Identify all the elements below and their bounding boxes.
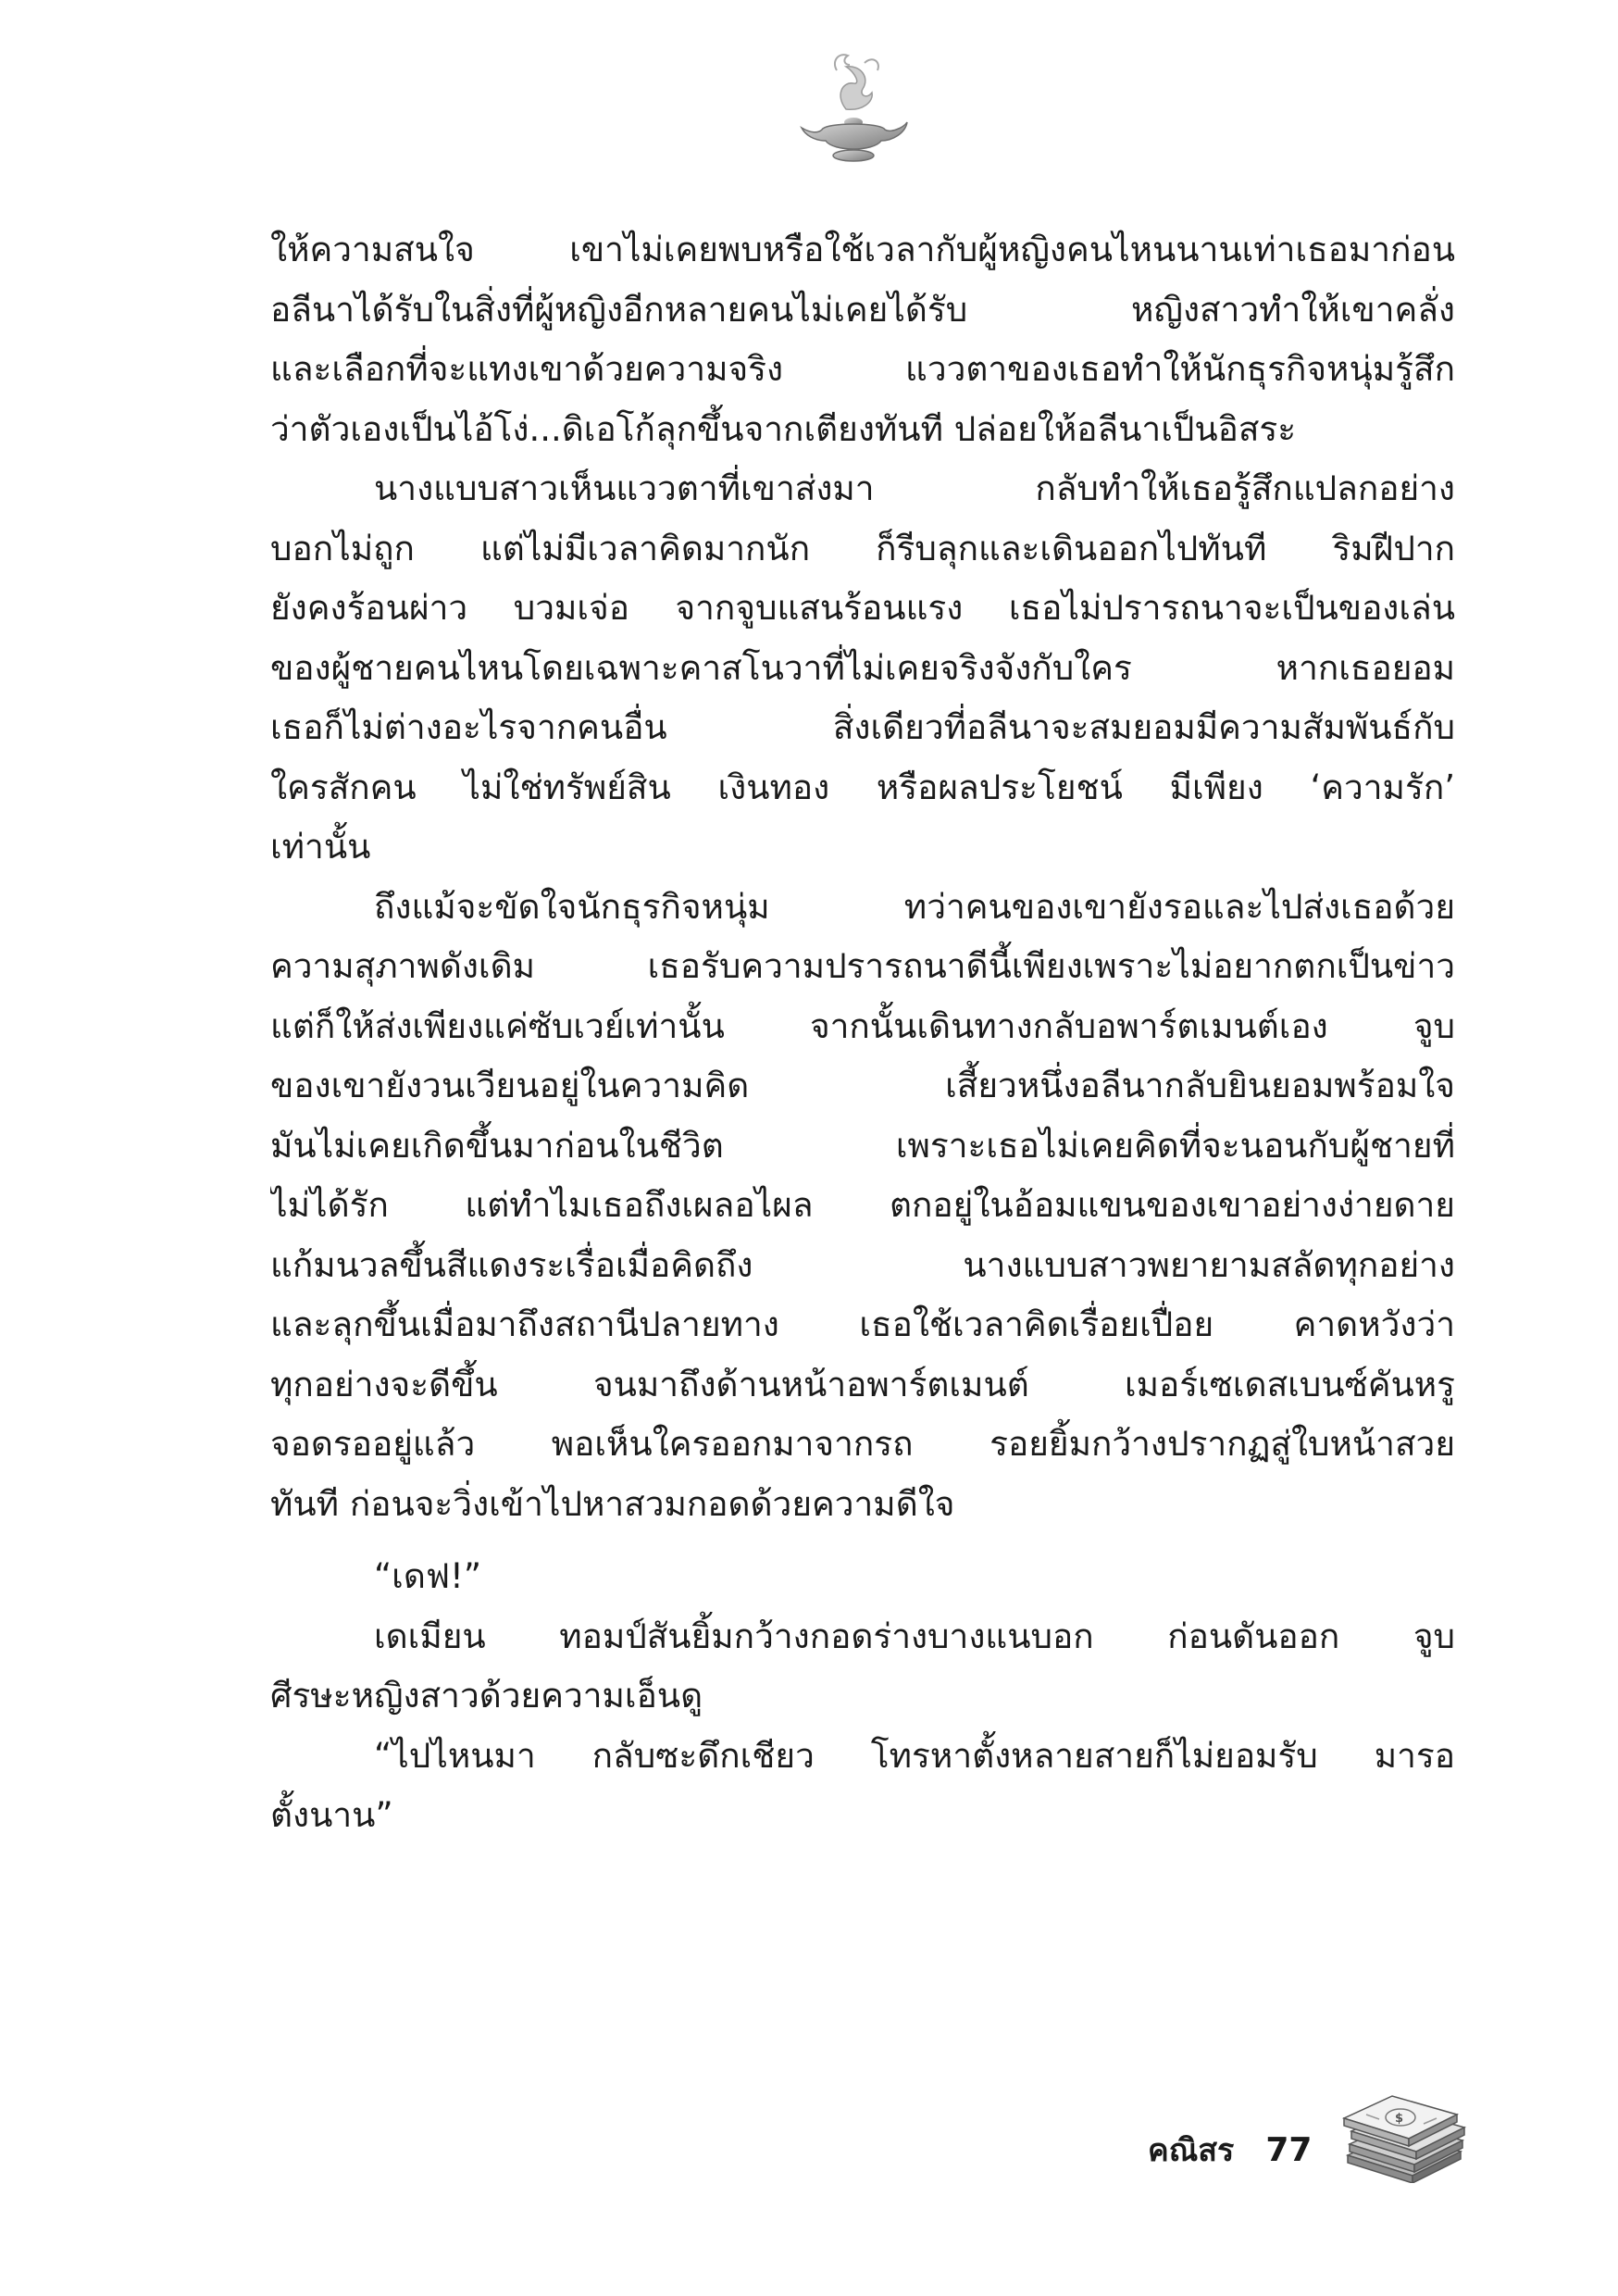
chapter-body-text xyxy=(270,220,1455,1846)
text-line: เท่านั้น xyxy=(270,827,371,867)
text-line: และเลือกที่จะแทงเขาด้วยความจริง แววตาของเธอทำให้นักธุรกิจหนุ่มรู้สึก xyxy=(270,349,1455,389)
paragraph-start-line: ถึงแม้จะขัดใจนักธุรกิจหนุ่ม ทว่าคนของเขายังรอและไปส่งเธอด้วย xyxy=(374,886,1455,927)
text-line: มันไม่เคยเกิดขึ้นมาก่อนในชีวิต เพราะเธอไม่เคยคิดที่จะนอนกับผู้ชายที่ xyxy=(270,1125,1455,1166)
page-footer xyxy=(1148,2122,1312,2177)
text-line: ใครสักคน ไม่ใช่ทรัพย์สิน เงินทอง หรือผลประโยชน์ มีเพียง ‘ความรัก’ xyxy=(270,767,1455,807)
text-line: ตั้งนาน” xyxy=(270,1795,393,1835)
text-line: ยังคงร้อนผ่าว บวมเจ่อ จากจูบแสนร้อนแรง เธอไม่ปรารถนาจะเป็นของเล่น xyxy=(270,588,1455,628)
text-line: แก้มนวลขึ้นสีแดงระเรื่อเมื่อคิดถึง นางแบบสาวพยายามสลัดทุกอย่าง xyxy=(270,1244,1455,1285)
text-line: ทันที ก่อนจะวิ่งเข้าไปหาสวมกอดด้วยความดีใจ xyxy=(270,1483,955,1524)
text-line: ของผู้ชายคนไหนโดยเฉพาะคาสโนวาที่ไม่เคยจริงจังกับใคร หากเธอยอม xyxy=(270,647,1455,688)
dialogue-line: “ไปไหนมา กลับซะดึกเชียว โทรหาตั้งหลายสายก็ไม่ยอมรับ มารอ xyxy=(374,1735,1455,1776)
text-line: ของเขายังวนเวียนอยู่ในความคิด เสี้ยวหนึ่งอลีนากลับยินยอมพร้อมใจ xyxy=(270,1066,1455,1105)
text-line: ทุกอย่างจะดีขึ้น จนมาถึงด้านหน้าอพาร์ตเมนต์ เมอร์เซเดสเบนซ์คันหรู xyxy=(270,1364,1455,1404)
paragraph-start-line: เดเมียน ทอมป์สันยิ้มกว้างกอดร่างบางแนบอก ก่อนดันออก จูบ xyxy=(374,1616,1455,1656)
text-line: แต่ก็ให้ส่งเพียงแค่ซับเวย์เท่านั้น จากนั้นเดินทางกลับอพาร์ตเมนต์เอง จูบ xyxy=(270,1005,1455,1046)
book-title: คณิสร xyxy=(1148,2132,1235,2169)
svg-text:$: $ xyxy=(1395,2112,1404,2126)
page-number: 77 xyxy=(1265,2130,1313,2169)
text-line: ความสุภาพดังเดิม เธอรับความปรารถนาดีนี้เพียงเพราะไม่อยากตกเป็นข่าว xyxy=(270,946,1455,986)
text-line: เธอก็ไม่ต่างอะไรจากคนอื่น สิ่งเดียวที่อลีนาจะสมยอมมีความสัมพันธ์กับ xyxy=(270,707,1455,747)
text-line: อลีนาได้รับในสิ่งที่ผู้หญิงอีกหลายคนไม่เคยได้รับ หญิงสาวทำให้เขาคลั่ง xyxy=(270,289,1455,330)
money-stack-icon xyxy=(1338,2090,1468,2183)
text-line: ศีรษะหญิงสาวด้วยความเอ็นดู xyxy=(270,1676,703,1716)
text-line: และลุกขึ้นเมื่อมาถึงสถานีปลายทาง เธอใช้เวลาคิดเรื่อยเปื่อย คาดหวังว่า xyxy=(270,1304,1455,1344)
text-line: ว่าตัวเองเป็นไอ้โง่...ดิเอโก้ลุกขึ้นจากเตียงทันที ปล่อยให้อลีนาเป็นอิสระ xyxy=(270,408,1297,449)
genie-lamp-icon xyxy=(789,44,918,174)
text-line: ไม่ได้รัก แต่ทำไมเธอถึงเผลอไผล ตกอยู่ในอ้อมแขนของเขาอย่างง่ายดาย xyxy=(270,1185,1455,1225)
dialogue-line: “เดฟ!” xyxy=(374,1556,482,1596)
text-line: บอกไม่ถูก แต่ไม่มีเวลาคิดมากนัก ก็รีบลุกและเดินออกไปทันที ริมฝีปาก xyxy=(270,528,1455,568)
paragraph-start-line: นางแบบสาวเห็นแววตาที่เขาส่งมา กลับทำให้เธอรู้สึกแปลกอย่าง xyxy=(374,468,1455,508)
text-line: จอดรออยู่แล้ว พอเห็นใครออกมาจากรถ รอยยิ้มกว้างปรากฏสู่ใบหน้าสวย xyxy=(270,1424,1455,1464)
text-line: ให้ความสนใจ เขาไม่เคยพบหรือใช้เวลากับผู้หญิงคนไหนนานเท่าเธอมาก่อน xyxy=(270,230,1455,269)
